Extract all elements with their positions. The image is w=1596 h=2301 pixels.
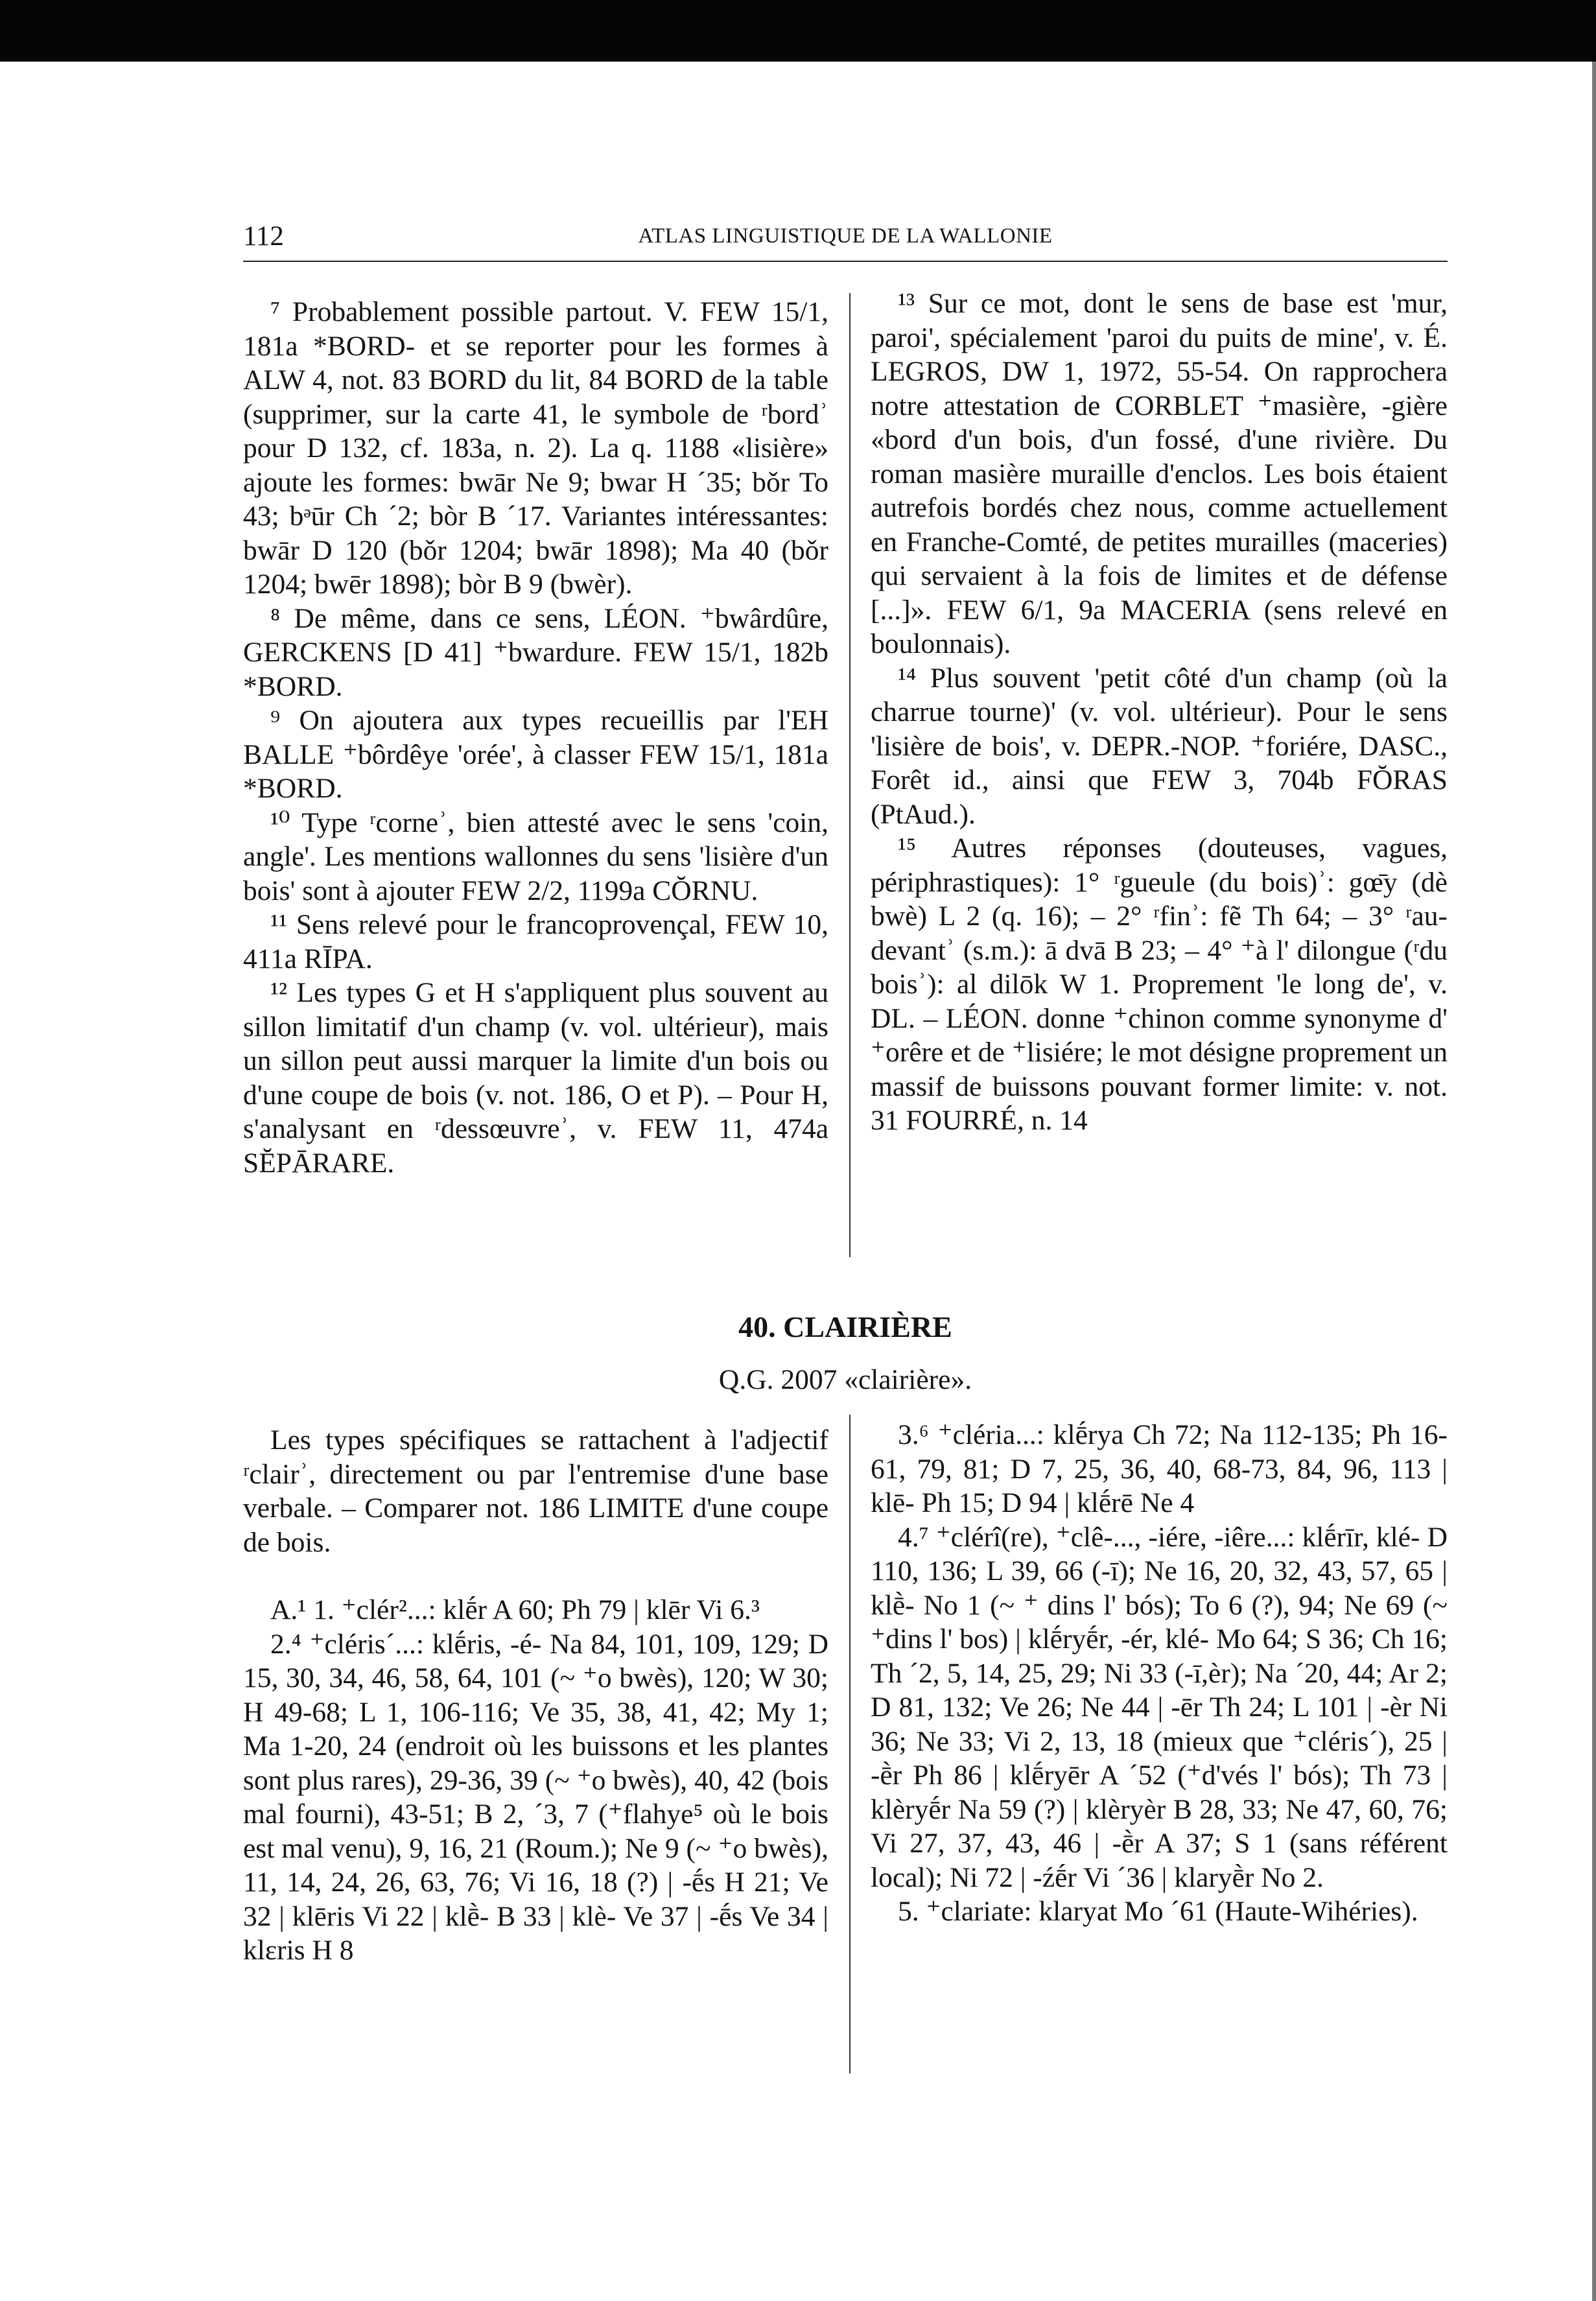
footnote-12: ¹² Les types G et H s'appliquent plus souvent au sillon limitatif d'un champ (v. vol. ultérieur), mais un sillon peut aussi marquer la limite d'un bois ou d'une coupe de bois (v. not. 186, O et P). – Pour H, s'analysant en ʳdessœuvreʾ, v. FEW 11, 474a SĔPĀRARE. (243, 977, 828, 1179)
footnote-8: ⁸ De même, dans ce sens, LÉON. ⁺bwârdûre, GERCKENS [D 41] ⁺bwardure. FEW 15/1, 182b *BORD. (243, 602, 828, 702)
entry-a3: 3.⁶ ⁺cléria...: klḗrya Ch 72; Na 112-135; Ph 16-61, 79, 81; D 7, 25, 36, 40, 68-73, 84, 96, 113 | klē- Ph 15; D 94 | klḗrē Ne 4 (871, 1419, 1448, 1518)
entry-a4: 4.⁷ ⁺clérî(re), ⁺clê-..., -iére, -iêre...: klḗrīr, klé- D 110, 136; L 39, 66 (-ī); Ne 16, 20, 32, 43, 57, 65 | klḕ- No 1 (~ ⁺ dins l' bós); To 6 (?), 94; Ne 69 (~ ⁺dins l' bos) | klḗryḗr, -ér, klé- Mo 64; S 36; Ch 16; Th ´2, 5, 14, 25, 29; Ni 33 (-ī,èr); Na ´20, 44; Ar 2; D 81, 132; Ve 26; Ne 44 | -ēr Th 24; L 101 | -èr Ni 36; Ne 33; Vi 2, 13, 18 (mieux que ⁺cléris´), 25 | -ḕr Ph 86 | klḗryēr A ´52 (⁺d'vés l' bós); Th 73 | klèryḗr Na 59 (?) | klèryèr B 28, 33; Ne 47, 60, 76; Vi 27, 37, 43, 46 | -ḕr A 37; S 1 (sans référent local); Ni 72 | -źḗr Vi ´36 | klaryḕr No 2. (871, 1521, 1448, 1893)
scan-border-right (1592, 62, 1596, 2301)
footnote-10: ¹⁰ Type ʳcorneʾ, bien attesté avec le sens 'coin, angle'. Les mentions wallonnes du sens 'lisière d'un bois' sont à ajouter FEW 2/2, 1199a CŎRNU. (243, 807, 828, 906)
footnotes-right-column (871, 287, 1448, 1138)
entry-a1: A.¹ 1. ⁺clér²...: klḗr A 60; Ph 79 | klēr Vi 6.³ (270, 1594, 760, 1625)
scan-border-top (0, 0, 1596, 62)
body-right-column (871, 1418, 1448, 1929)
entry-a5: 5. ⁺clariate: klaryat Mo ´61 (Haute-Wihéries). (898, 1896, 1418, 1927)
footnote-9: ⁹ On ajoutera aux types recueillis par l'EH BALLE ⁺bôrdêye 'orée', à classer FEW 15/1, 181a *BORD. (243, 705, 828, 804)
footnote-7: ⁷ Probablement possible partout. V. FEW 15/1, 181a *BORD- et se reporter pour les formes à ALW 4, not. 83 BORD du lit, 84 BORD de la table (supprimer, sur la carte 41, le symbole de ʳbordʾ pour D 132, cf. 183a, n. 2). La q. 1188 «lisière» ajoute les formes: bwār Ne 9; bwar H ´35; bǒr To 43; bᵊūr Ch ´2; bòr B ´17. Variantes intéressantes: bwār D 120 (bǒr 1204; bwār 1898); Ma 40 (bǒr 1204; bwēr 1898); bòr B 9 (bwèr). (243, 296, 828, 600)
column-divider-bottom (849, 1415, 851, 2073)
footnote-11: ¹¹ Sens relevé pour le francoprovençal, FEW 10, 411a RĪPA. (243, 909, 828, 974)
paragraph-gap (243, 1559, 828, 1593)
footnote-14: ¹⁴ Plus souvent 'petit côté d'un champ (où la charrue tourne)' (v. vol. ultérieur). Pour le sens 'lisière de bois', v. DEPR.-NOP. ⁺foriére, DASC., Forêt id., ainsi que FEW 3, 704b FŎRAS (PtAud.). (871, 662, 1448, 830)
footnote-13: ¹³ Sur ce mot, dont le sens de base est 'mur, paroi', spécialement 'paroi du puits de mine', v. É. LEGROS, DW 1, 1972, 55-54. On rapprochera notre attestation de CORBLET ⁺masière, -gière «bord d'un bois, d'un fossé, d'une rivière. Du roman masière muraille d'enclos. Les bois étaient autrefois bordés chez nous, comme actuellement en Franche-Comté, de petites murailles (maceries) qui servaient à la fois de limites et de défense [...]». FEW 6/1, 9a MACERIA (sens relevé en boulonnais). (871, 288, 1448, 659)
section-subtitle: Q.G. 2007 «clairière». (718, 1364, 972, 1395)
page-number: 112 (243, 221, 284, 252)
column-divider-top (849, 293, 851, 1257)
page-header (243, 220, 1448, 262)
entry-a2: 2.⁴ ⁺cléris´...: klḗris, -é- Na 84, 101, 109, 129; D 15, 30, 34, 46, 58, 64, 101 (~ ⁺o bwès), 120; W 30; H 49-68; L 1, 106-116; Ve 35, 38, 41, 42; My 1; Ma 1-20, 24 (endroit où les buissons et les plantes sont plus rares), 29-36, 39 (~ ⁺o bwès), 40, 42 (bois mal fourni), 43-51; B 2, ´3, 7 (⁺flahye⁵ où le bois est mal venu), 9, 16, 21 (Roum.); Ne 9 (~ ⁺o bwès), 11, 14, 24, 26, 63, 76; Vi 16, 18 (?) | -ḗs H 21; Ve 32 | klēris Vi 22 | klḕ- B 33 | klè- Ve 37 | -ḗs Ve 34 | klɛris H 8 (243, 1628, 828, 1966)
intro-paragraph: Les types spécifiques se rattachent à l'adjectif ʳclairʾ, directement ou par l'entremise d'une base verbale. – Comparer not. 186 LIMITE d'une coupe de bois. (243, 1424, 828, 1558)
footnotes-left-column (243, 295, 828, 1180)
running-title: ATLAS LINGUISTIQUE DE LA WALLONIE (638, 224, 1053, 248)
footnote-15: ¹⁵ Autres réponses (douteuses, vagues, périphrastiques): 1° ʳgueule (du bois)ʾ: gœ̄y (dè bwè) L 2 (q. 16); – 2° ʳfinʾ: fẽ Th 64; – 3° ʳau-devantʾ (s.m.): ā dvā B 23; – 4° ⁺à l' dilongue (ʳdu boisʾ): al dilōk W 1. Proprement 'le long de', v. DL. – LÉON. donne ⁺chinon comme synonyme d' ⁺orêre et de ⁺lisiére; le mot désigne proprement un massif de buissons pouvant former limite: v. not. 31 FOURRÉ, n. 14 (871, 832, 1448, 1136)
body-left-column (243, 1423, 828, 1968)
section-title: 40. CLAIRIÈRE (738, 1310, 952, 1343)
